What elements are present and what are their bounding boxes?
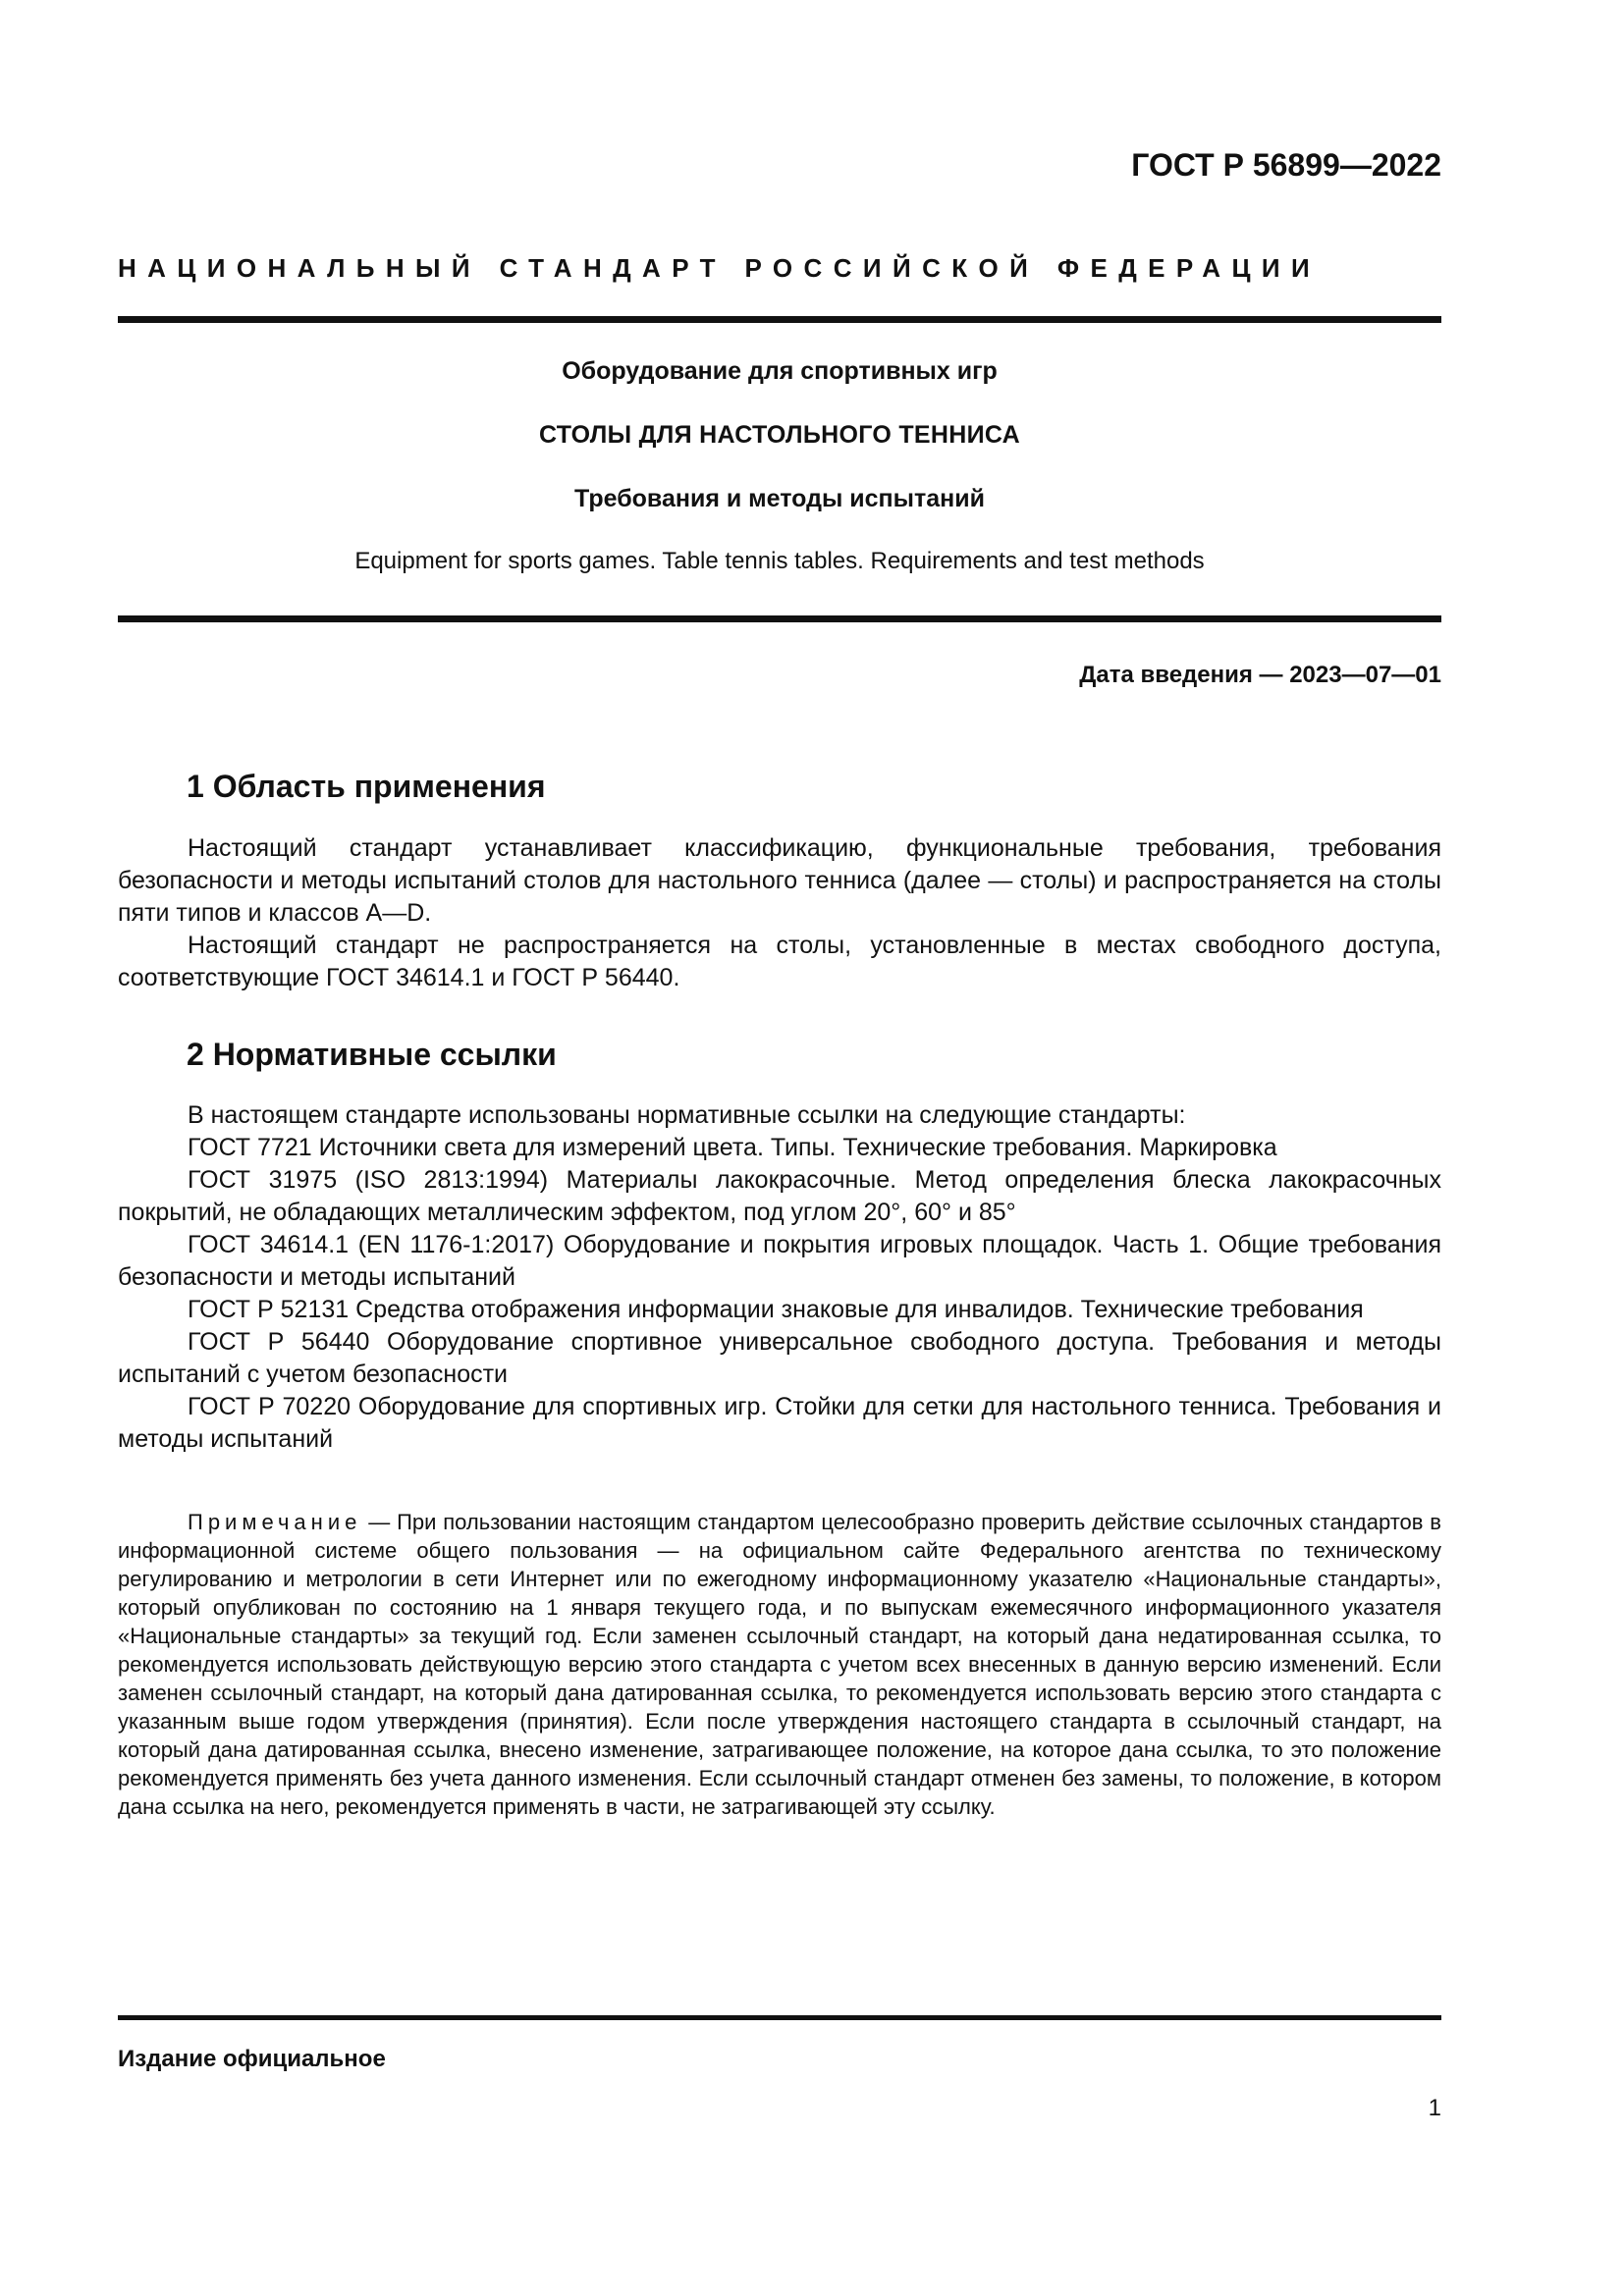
paragraph: Настоящий стандарт не распространяется на столы, установленные в местах свободного доступа, соответствующие ГОСТ 34614.1 и ГОСТ Р 56440. xyxy=(118,932,1441,991)
reference-item: ГОСТ Р 52131 Средства отображения информации знаковые для инвалидов. Технические требования xyxy=(188,1296,1364,1323)
reference-item: ГОСТ 31975 (ISO 2813:1994) Материалы лакокрасочные. Метод определения блеска лакокрасочных покрытий, не обладающих металлическим эффектом, под углом 20°, 60° и 85° xyxy=(118,1166,1441,1226)
paragraph: В настоящем стандарте использованы нормативные ссылки на следующие стандарты: xyxy=(188,1101,1186,1129)
national-standard-banner: НАЦИОНАЛЬНЫЙ СТАНДАРТ РОССИЙСКОЙ ФЕДЕРАЦИИ xyxy=(118,253,1322,283)
reference-item: ГОСТ Р 70220 Оборудование для спортивных игр. Стойки для сетки для настольного тенниса. Требования и методы испытаний xyxy=(118,1393,1441,1453)
title-line-3: Требования и методы испытаний xyxy=(574,485,985,512)
title-divider xyxy=(118,615,1441,622)
document-code: ГОСТ Р 56899—2022 xyxy=(1131,147,1441,183)
reference-item: ГОСТ 7721 Источники света для измерений цвета. Типы. Технические требования. Маркировка xyxy=(188,1134,1277,1161)
note-paragraph xyxy=(118,1508,1441,1821)
top-divider xyxy=(118,316,1441,323)
document-page xyxy=(118,0,1441,2296)
section-2-body xyxy=(118,1099,1441,1456)
section-2-title: 2 Нормативные ссылки xyxy=(187,1037,557,1072)
official-edition-label: Издание официальное xyxy=(118,2046,386,2072)
footer-divider xyxy=(118,2015,1441,2020)
section-1-title: 1 Область применения xyxy=(187,769,546,804)
introduction-date: Дата введения — 2023—07—01 xyxy=(1079,662,1441,688)
page-number: 1 xyxy=(1428,2095,1441,2121)
title-line-1: Оборудование для спортивных игр xyxy=(562,357,998,385)
note-block xyxy=(118,1508,1441,1821)
section-1-body xyxy=(118,832,1441,994)
english-title: Equipment for sports games. Table tennis tables. Requirements and test methods xyxy=(354,548,1205,574)
note-text: — При пользовании настоящим стандартом целесообразно проверить действие ссылочных стандартов в информационной системе общего пользования — на официальном сайте Федерального агентства по техническому регулированию и метрологии в сети Интернет или по ежегодному информационному указателю «Национальные стандарты», который опубликован по состоянию на 1 января текущего года, и по выпускам ежемесячного информационного указателя «Национальные стандарты» за текущий год. Если заменен ссылочный стандарт, на который дана недатированная ссылка, то рекомендуется использовать действующую версию этого стандарта с учетом всех внесенных в данную версию изменений. Если заменен ссылочный стандарт, на который дана датированная ссылка, то рекомендуется использовать версию этого стандарта с указанным выше годом утверждения (принятия). Если после утверждения настоящего стандарта в ссылочный стандарт, на который дана датированная ссылка, внесено изменение, затрагивающее положение, на которое дана ссылка, то это положение рекомендуется применять без учета данного изменения. Если ссылочный стандарт отменен без замены, то положение, в котором дана ссылка на него, рекомендуется применять в части, не затрагивающей эту ссылку. xyxy=(118,1510,1441,1819)
paragraph: Настоящий стандарт устанавливает классификацию, функциональные требования, требования безопасности и методы испытаний столов для настольного тенниса (далее — столы) и распространяется на столы пяти типов и классов A—D. xyxy=(118,834,1441,927)
title-line-2: СТОЛЫ ДЛЯ НАСТОЛЬНОГО ТЕННИСА xyxy=(539,421,1020,449)
reference-item: ГОСТ Р 56440 Оборудование спортивное универсальное свободного доступа. Требования и методы испытаний с учетом безопасности xyxy=(118,1328,1441,1388)
reference-item: ГОСТ 34614.1 (EN 1176-1:2017) Оборудование и покрытия игровых площадок. Часть 1. Общие требования безопасности и методы испытаний xyxy=(118,1231,1441,1291)
note-label: Примечание xyxy=(188,1510,362,1534)
